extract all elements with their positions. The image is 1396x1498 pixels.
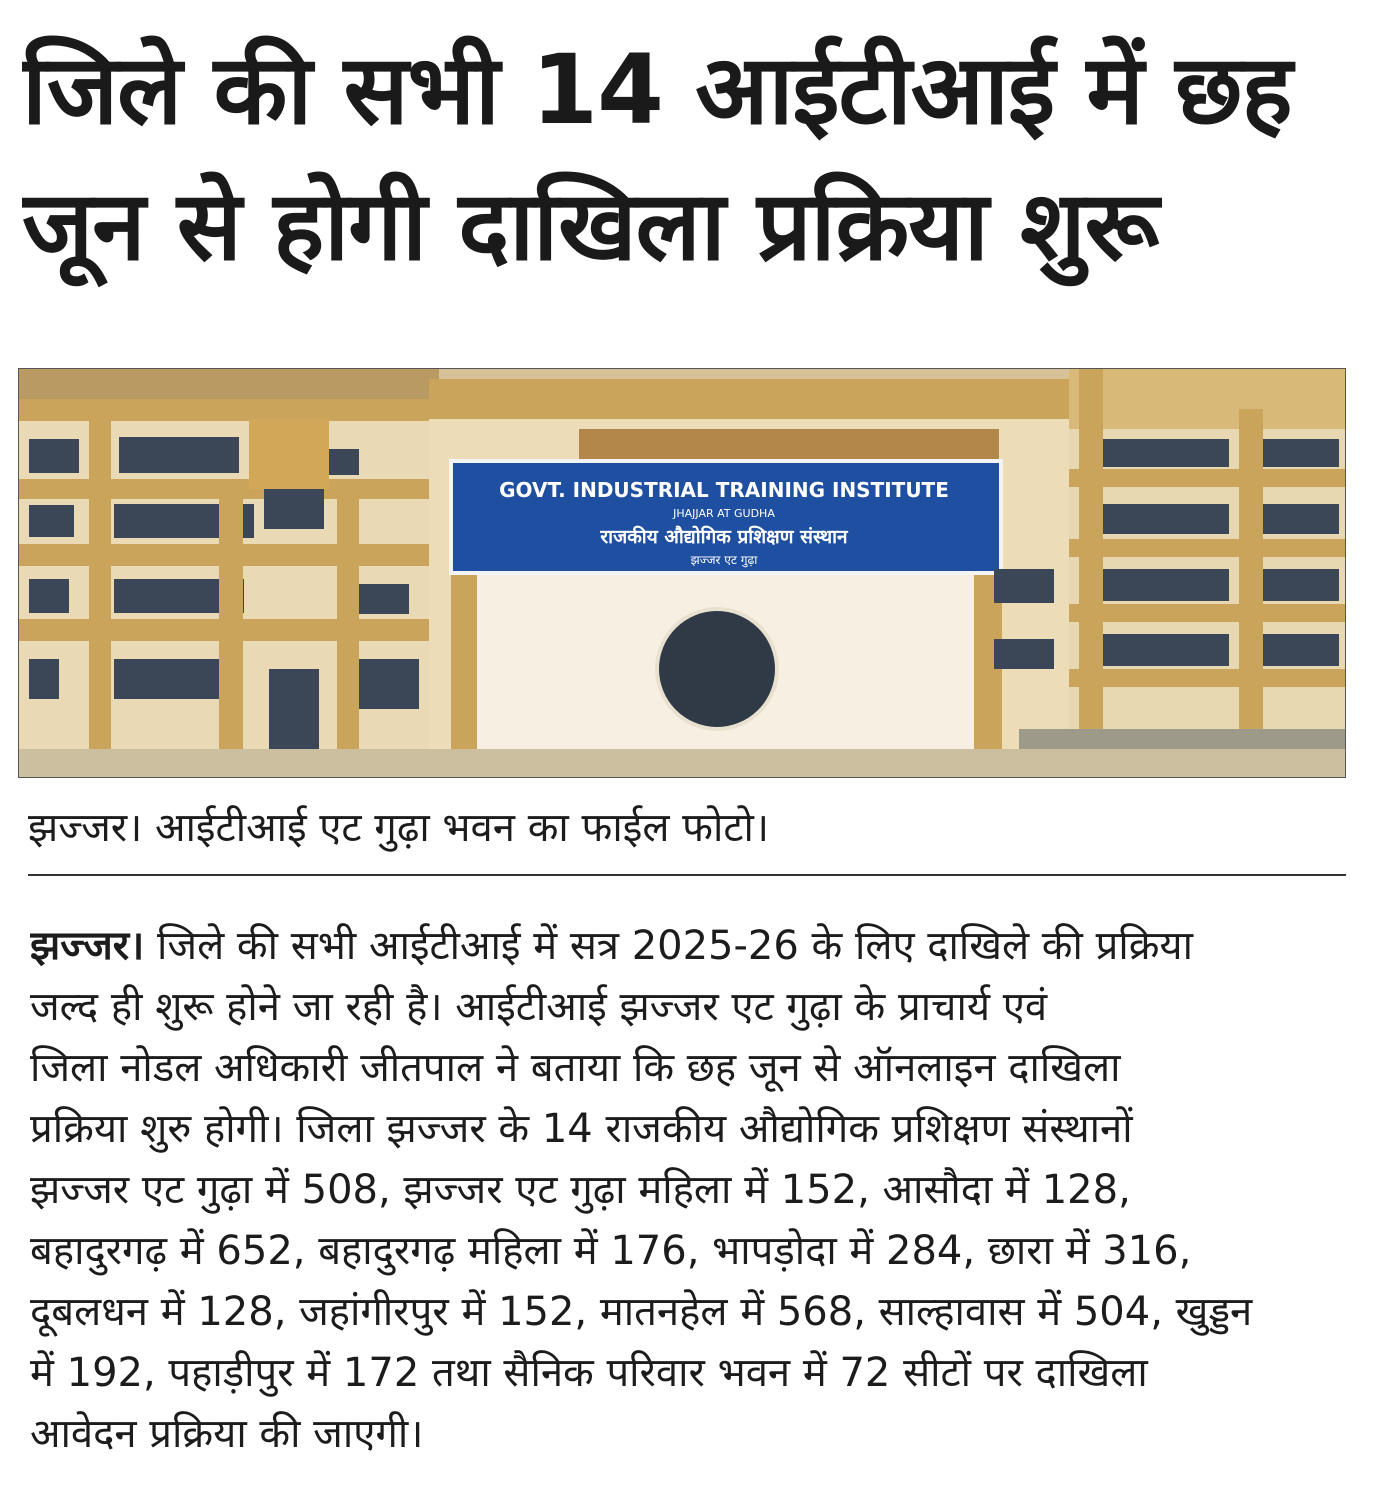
article-line-4: प्रक्रिया शुरु होगी। जिला झज्जर के 14 राजकीय औद्योगिक प्रशिक्षण संस्थानों — [30, 1106, 1133, 1152]
article-body — [30, 916, 1350, 1465]
article-line-1: झज्जर। जिले की सभी आईटीआई में सत्र 2025-26 के लिए दाखिले की प्रक्रिया — [30, 923, 1193, 969]
news-photo — [18, 368, 1346, 778]
photo-caption: झज्जर। आईटीआई एट गुढ़ा भवन का फाईल फोटो। — [28, 805, 770, 851]
article-line-9: आवेदन प्रक्रिया की जाएगी। — [30, 1411, 424, 1457]
headline-line-1: जिले की सभी 14 आईटीआई में छह — [22, 34, 1292, 146]
sign-line-2: JHAJJAR AT GUDHA — [673, 507, 775, 520]
sign-line-3: राजकीय औद्योगिक प्रशिक्षण संस्थान — [600, 526, 848, 548]
article-line-7: दूबलधन में 128, जहांगीरपुर में 152, मातनहेल में 568, साल्हावास में 504, खुड्डन — [30, 1289, 1253, 1335]
sign-line-4: झज्जर एट गुढ़ा — [690, 553, 758, 567]
sign-line-1: GOVT. INDUSTRIAL TRAINING INSTITUTE — [499, 478, 949, 502]
headline-line-2: जून से होगी दाखिला प्रक्रिया शुरू — [22, 170, 1159, 282]
divider — [28, 874, 1346, 876]
article-line-3: जिला नोडल अधिकारी जीतपाल ने बताया कि छह जून से ऑनलाइन दाखिला — [30, 1045, 1121, 1091]
article-line-5: झज्जर एट गुढ़ा में 508, झज्जर एट गुढ़ा महिला में 152, आसौदा में 128, — [30, 1167, 1131, 1213]
article-line-8: में 192, पहाड़ीपुर में 172 तथा सैनिक परिवार भवन में 72 सीटों पर दाखिला — [30, 1350, 1148, 1396]
article-line-2: जल्द ही शुरू होने जा रही है। आईटीआई झज्जर एट गुढ़ा के प्राचार्य एवं — [30, 984, 1048, 1030]
headline — [22, 22, 1374, 294]
article-line-6: बहादुरगढ़ में 652, बहादुरगढ़ महिला में 176, भापड़ोदा में 284, छारा में 316, — [30, 1228, 1192, 1274]
dateline: झज्जर। — [30, 923, 145, 969]
